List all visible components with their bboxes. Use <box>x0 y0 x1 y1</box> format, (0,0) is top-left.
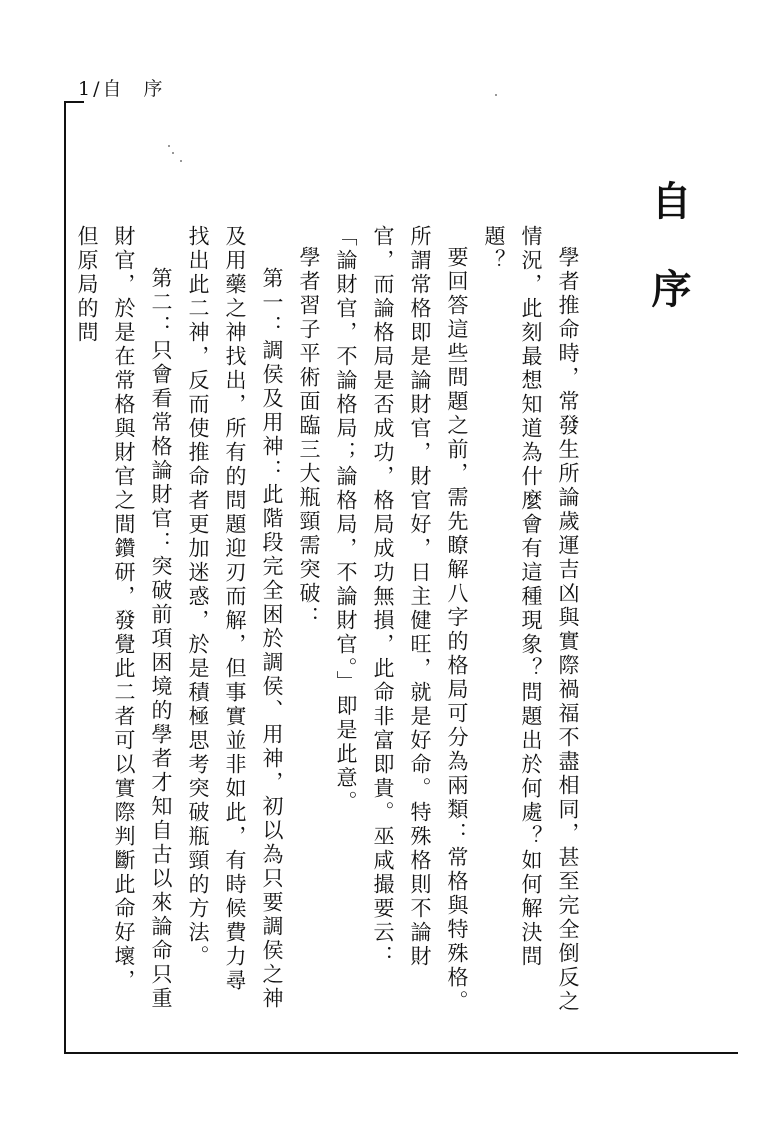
paragraph-2: 要回答這些問題之前，需先瞭解八字的格局可分為兩類：常格與特殊格。所謂常格即是論財官，財官好，日主健旺，就是好命。特殊格則不論財官，而論格局是否成功，格局成功無損，此命非富即貴。巫咸撮要云：「論財官，不論格局；論格局，不論財官。」即是此意。 <box>334 225 469 1014</box>
section-title: 自序 <box>645 180 692 356</box>
running-title-char-1: 自 <box>102 78 124 100</box>
header-separator: / <box>93 78 102 100</box>
speck <box>168 145 170 147</box>
frame-bottom-rule <box>64 1052 738 1054</box>
paragraph-3: 學者習子平術面臨三大瓶頸需突破： <box>297 246 321 630</box>
paragraph-1: 學者推命時，常發生所論歲運吉凶與實際禍福不盡相同，甚至完全倒反之情況，此刻最想知道為什麼會有這種現象？問題出於何處？如何解決問題？ <box>482 225 580 1014</box>
paragraph-5: 第二：只會看常格論財官：突破前項困境的學者才知自古以來論命只重財官，於是在常格與財官之間鑽研，發覺此二者可以實際判斷此命好壞，但原局的問 <box>75 225 173 1011</box>
speck <box>495 94 497 96</box>
page-header <box>78 74 165 101</box>
paragraph-4: 第一：調侯及用神：此階段完全困於調侯、用神，初以為只要調侯之神及用藥之神找出，所有的問題迎刃而解，但事實並非如此，有時候費力尋找出此二神，反而使推命者更加迷惑，於是積極思考突破瓶頸的方法。 <box>186 225 284 1011</box>
frame-top-rule <box>64 101 84 103</box>
body-text <box>68 225 586 1015</box>
running-title-char-2: 序 <box>143 78 165 100</box>
speck <box>172 152 174 154</box>
frame-left-rule <box>64 101 66 1054</box>
page-number: 1 <box>78 78 93 100</box>
speck <box>180 160 182 162</box>
